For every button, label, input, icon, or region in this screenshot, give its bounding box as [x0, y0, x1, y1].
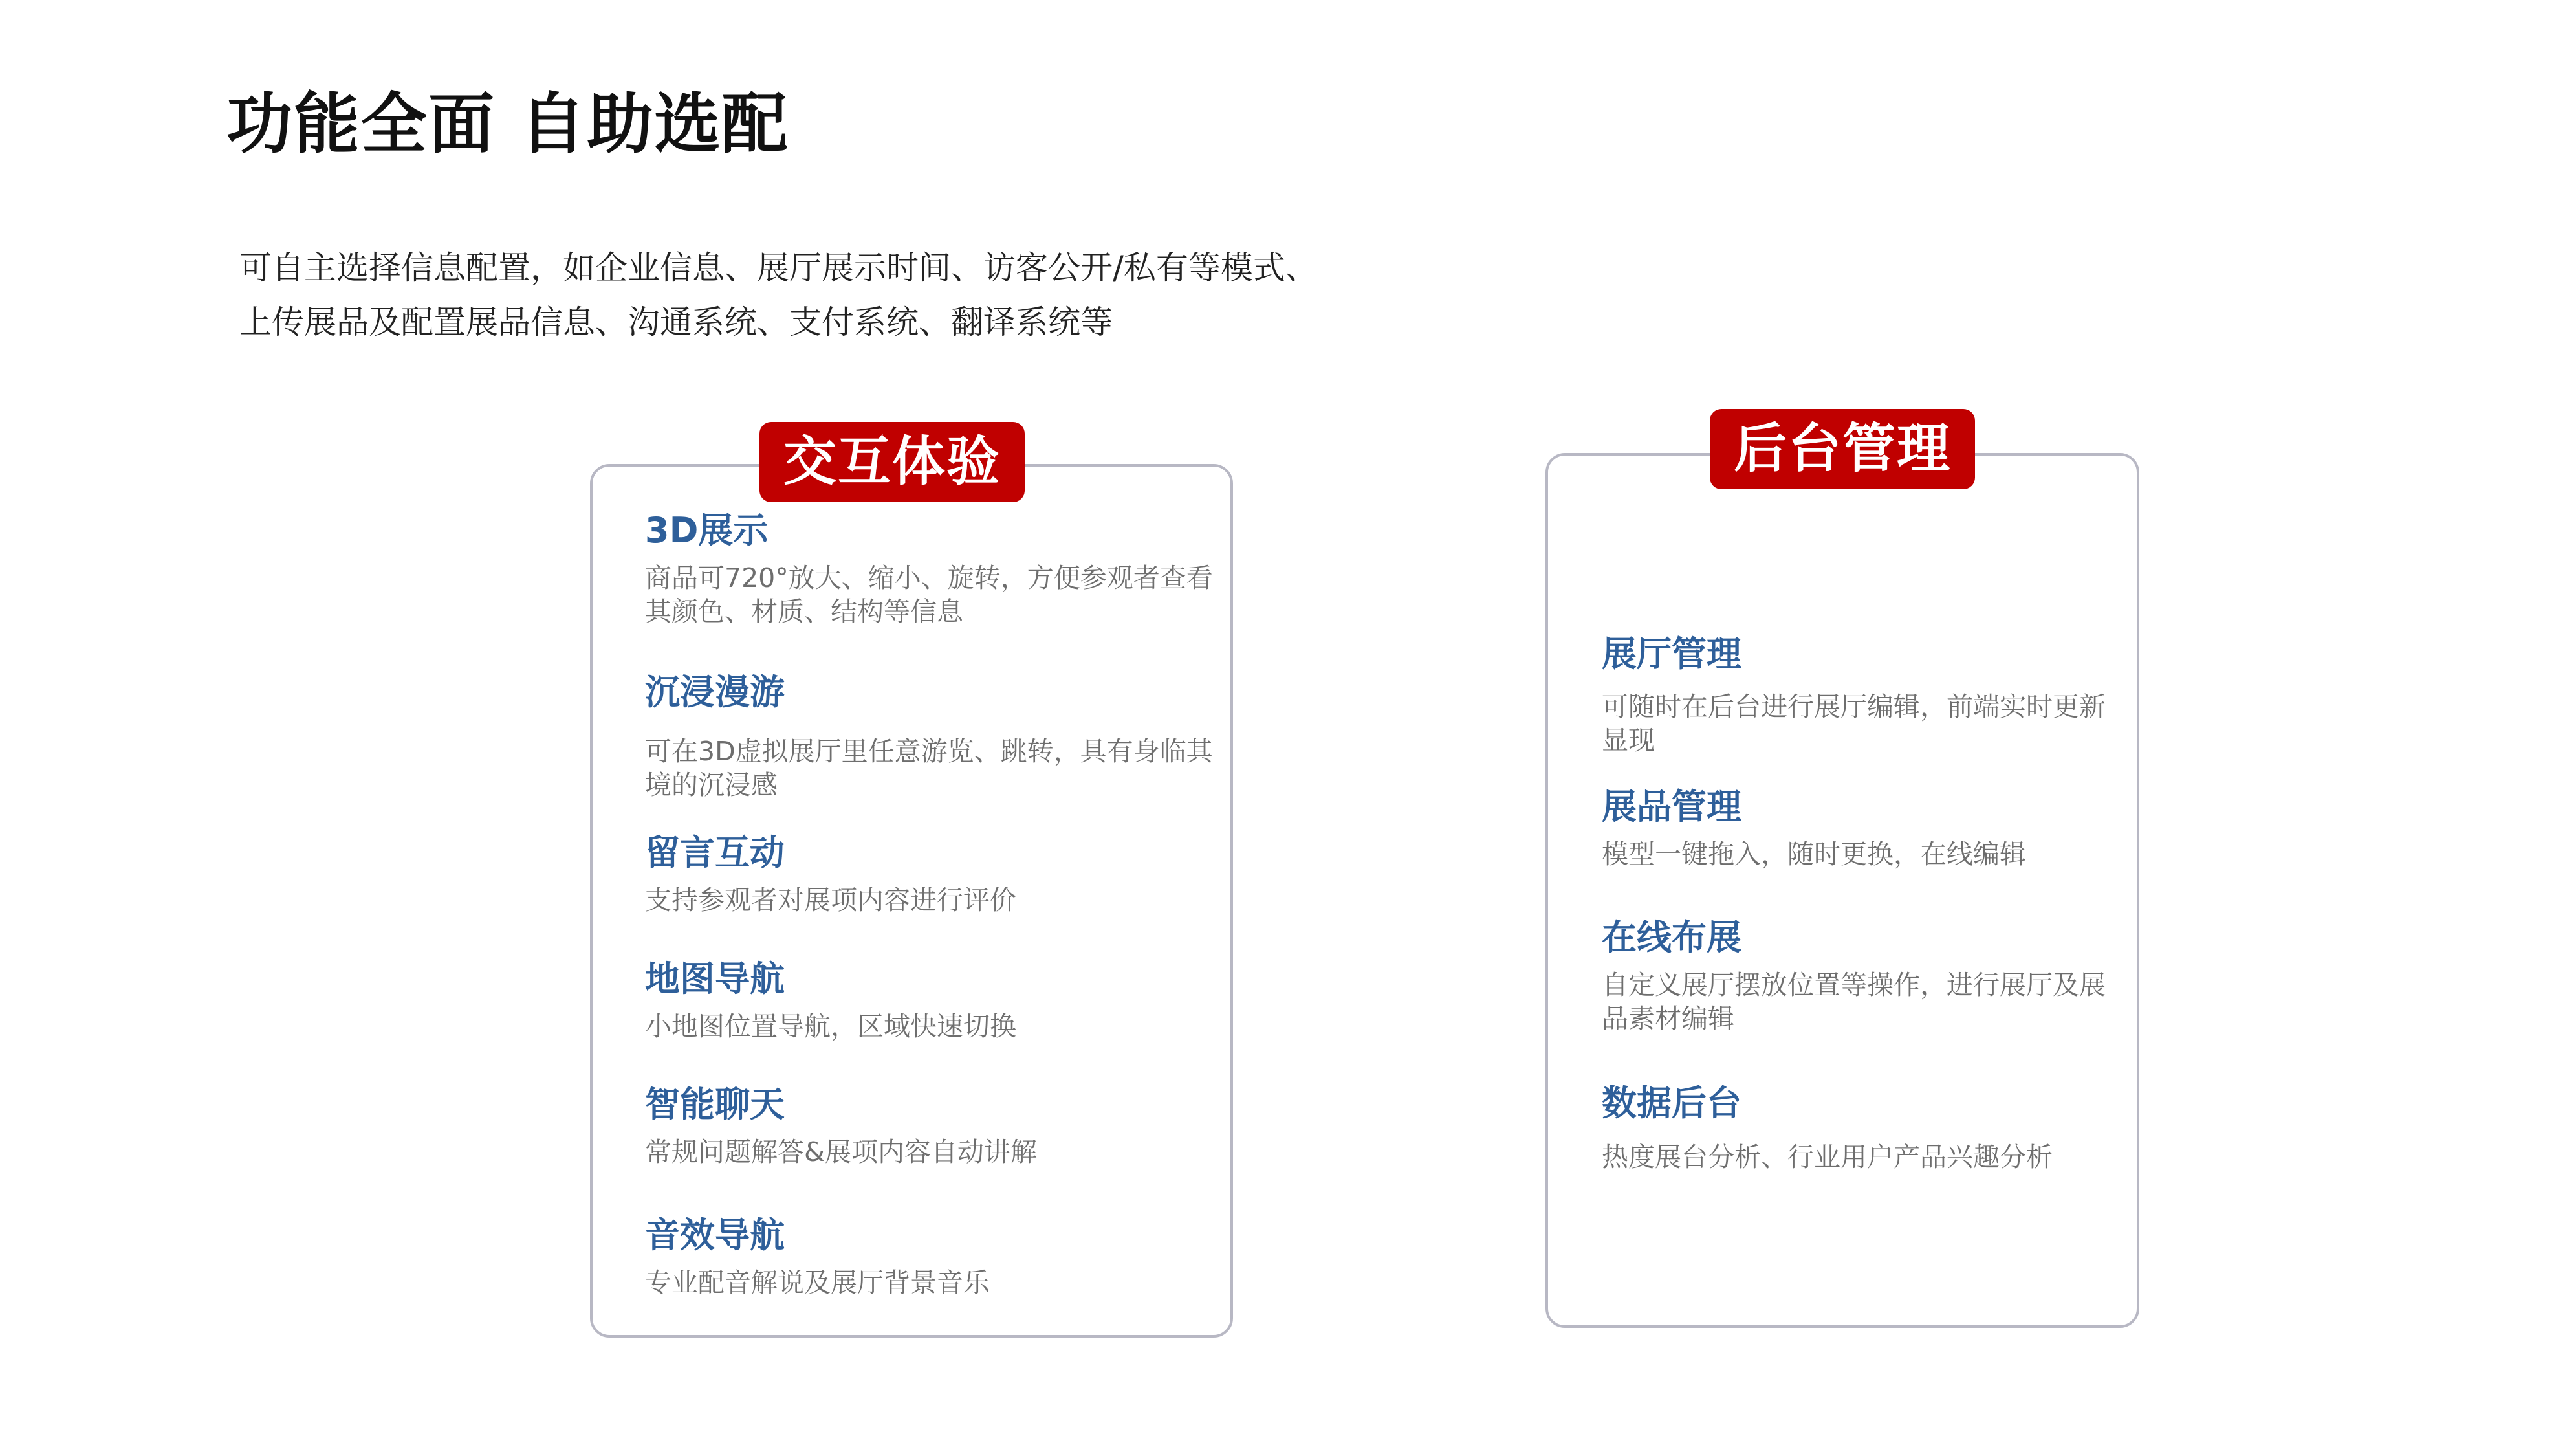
feature-title: 展品管理	[1602, 786, 1741, 827]
backend-card	[1545, 453, 2139, 1328]
feature-smart-chat	[645, 1082, 1214, 1169]
feature-desc: 支持参观者对展项内容进行评价	[645, 885, 1016, 916]
feature-desc: 热度展台分析、行业用户产品兴趣分析	[1602, 1142, 2053, 1173]
feature-immersive-roaming	[645, 670, 1214, 802]
feature-desc: 可随时在后台进行展厅编辑，前端实时更新显现	[1602, 691, 2106, 756]
feature-desc: 常规问题解答&展项内容自动讲解	[645, 1136, 1037, 1167]
feature-title: 沉浸漫游	[645, 672, 785, 712]
feature-audio-navigation	[645, 1213, 1214, 1299]
feature-title: 展厅管理	[1602, 634, 1741, 674]
feature-desc: 可在3D虚拟展厅里任意游览、跳转，具有身临其境的沉浸感	[645, 736, 1213, 800]
feature-3d-display	[645, 508, 1214, 628]
feature-message-interaction	[645, 830, 1214, 917]
feature-title: 3D展示	[645, 510, 769, 551]
feature-desc: 小地图位置导航，区域快速切换	[645, 1011, 1016, 1042]
feature-desc: 模型一键拖入，随时更换，在线编辑	[1602, 839, 2026, 870]
feature-desc: 专业配音解说及展厅背景音乐	[645, 1267, 990, 1298]
feature-title: 智能聊天	[645, 1084, 785, 1125]
feature-title: 音效导航	[645, 1215, 785, 1255]
backend-badge: 后台管理	[1710, 409, 1975, 489]
feature-title: 地图导航	[645, 958, 785, 999]
intro-line-2: 上传展品及配置展品信息、沟通系统、支付系统、翻译系统等	[239, 303, 1113, 341]
feature-title: 留言互动	[645, 832, 785, 873]
feature-map-navigation	[645, 956, 1214, 1043]
feature-data-backend	[1602, 1081, 2126, 1174]
interaction-badge: 交互体验	[759, 422, 1025, 502]
feature-desc: 商品可720°放大、缩小、旋转，方便参观者查看其颜色、材质、结构等信息	[645, 562, 1213, 627]
intro-line-1: 可自主选择信息配置，如企业信息、展厅展示时间、访客公开/私有等模式、	[239, 249, 1318, 287]
page-title: 功能全面 自助选配	[226, 86, 789, 163]
feature-hall-management	[1602, 632, 2126, 757]
feature-online-layout	[1602, 915, 2126, 1035]
feature-title: 在线布展	[1602, 917, 1741, 958]
intro-text	[239, 241, 1318, 349]
feature-desc: 自定义展厅摆放位置等操作，进行展厅及展品素材编辑	[1602, 969, 2106, 1034]
feature-exhibit-management	[1602, 784, 2126, 871]
feature-title: 数据后台	[1602, 1083, 1741, 1123]
